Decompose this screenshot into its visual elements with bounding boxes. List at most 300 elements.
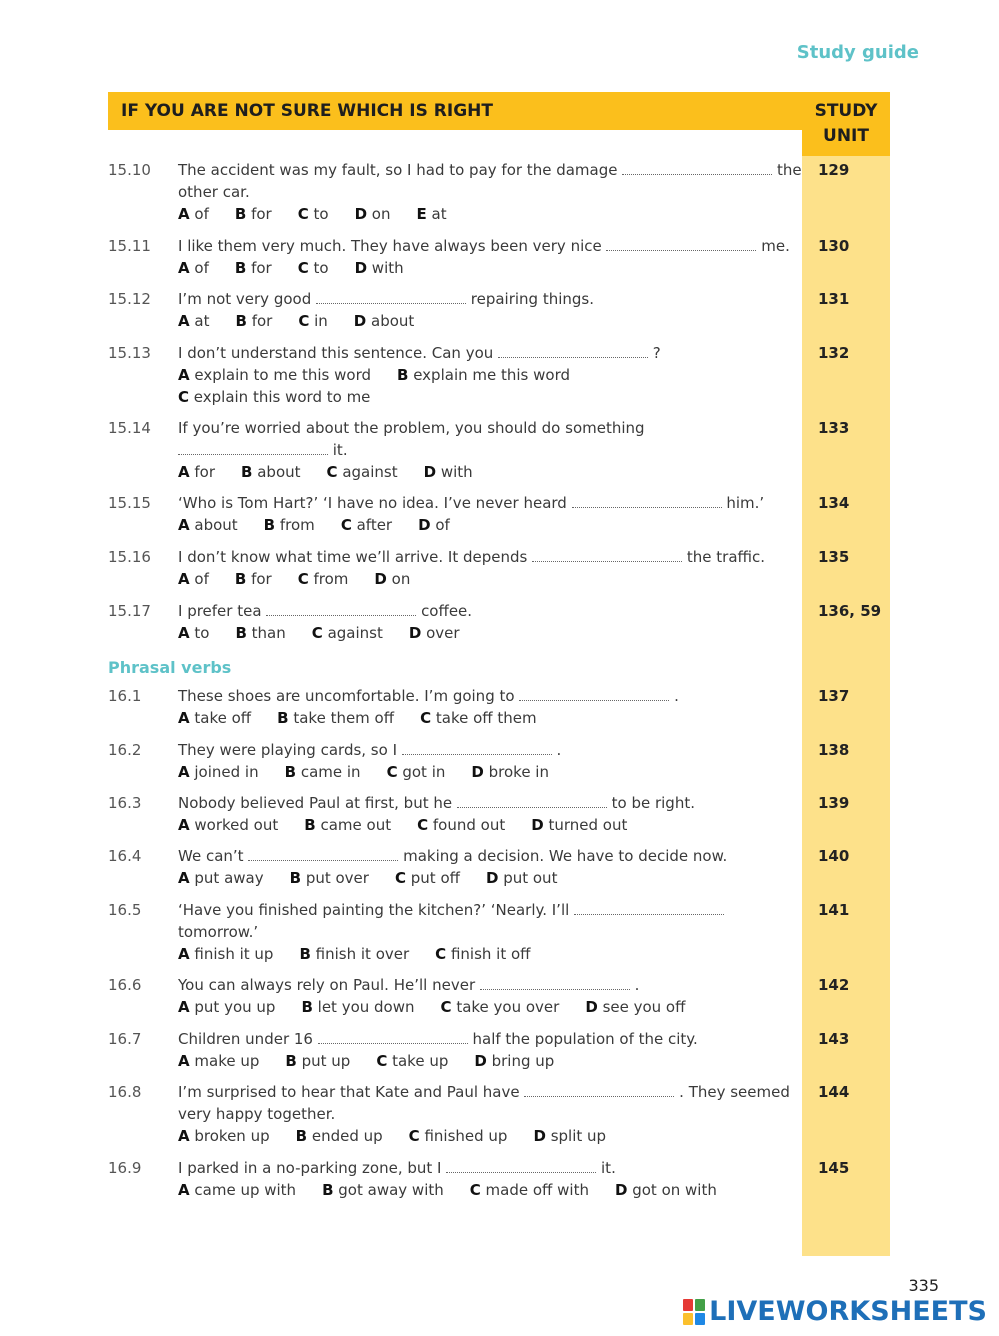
answer-option[interactable] [241,463,301,481]
header-bar [108,92,802,130]
answer-option[interactable] [322,1181,444,1199]
answer-option[interactable] [374,570,410,588]
question-text-part: ‘Have you finished painting the kitchen?’ ‘Nearly. I’ll [178,901,575,919]
answer-option-label: for [251,312,273,330]
answer-option-letter: D [354,259,368,277]
header-bar-title: IF YOU ARE NOT SURE WHICH IS RIGHT [121,101,493,121]
question-text-part: I prefer tea [178,602,267,620]
question-text-part: We can’t [178,847,249,865]
answer-option-letter: B [235,624,247,642]
answer-option[interactable] [178,709,251,727]
answer-option-label: explain me this word [413,366,571,384]
study-unit-number: 144 [818,1083,850,1101]
answer-option-letter: B [295,1127,308,1145]
question-number: 15.13 [108,344,151,362]
answer-option[interactable] [178,998,275,1016]
answer-option-letter: D [374,570,387,588]
answer-option-label: take you over [456,998,560,1016]
answer-option[interactable] [178,1181,296,1199]
answer-options [178,364,802,408]
question-body [178,1028,802,1072]
answer-option-label: about [257,463,301,481]
question-text [178,417,802,461]
answer-option[interactable] [299,945,409,963]
answer-option-letter: A [178,570,190,588]
answer-option-letter: A [178,205,190,223]
answer-option-letter: A [178,945,190,963]
answer-option-label: of [194,205,209,223]
question-text-part: They were playing cards, so I [178,741,402,759]
question-body [178,845,802,889]
answer-option[interactable] [435,945,530,963]
answer-option[interactable] [471,763,549,781]
question-body [178,1081,802,1147]
answer-option[interactable] [416,205,446,223]
answer-option-letter: A [178,816,190,834]
question-text-part: the traffic. [682,548,766,566]
answer-option-letter: D [531,816,544,834]
answer-option-label: explain this word to me [193,388,371,406]
liveworksheets-watermark [683,1296,987,1327]
question-body [178,492,802,536]
answer-option[interactable] [235,312,272,330]
answer-option-letter: D [533,1127,546,1145]
question-text-part: I don’t know what time we’ll arrive. It depends [178,548,533,566]
answer-option-letter: B [285,1052,297,1070]
question-number: 16.3 [108,794,142,812]
answer-option-letter: B [277,709,289,727]
question-row [108,1081,850,1147]
answer-option[interactable] [533,1127,606,1145]
answer-option-label: for [251,570,272,588]
question-text [178,288,802,310]
answer-option[interactable] [470,1181,589,1199]
answer-blank[interactable] [248,860,398,861]
answer-option-label: from [279,516,315,534]
answer-option-letter: A [178,1181,190,1199]
answer-option[interactable] [235,624,285,642]
answer-option-letter: D [474,1052,487,1070]
question-body [178,288,802,332]
answer-option-label: put you up [194,998,276,1016]
question-text-part: repairing things. [466,290,595,308]
answer-blank[interactable] [178,454,328,455]
liveworksheets-wordmark: LIVEWORKSHEETS [709,1296,987,1327]
question-text-part: . [669,687,679,705]
answer-option[interactable] [397,366,570,384]
study-unit-header-line1: STUDY [814,101,878,121]
answer-option-label: came out [320,816,392,834]
answer-option[interactable] [178,763,259,781]
answer-option[interactable] [178,388,370,406]
answer-options [178,1050,802,1072]
question-text-part: him.’ [721,494,765,512]
answer-option-label: let you down [317,998,415,1016]
answer-option-label: got away with [338,1181,444,1199]
answer-option[interactable] [395,869,460,887]
answer-blank[interactable] [572,507,722,508]
answer-option-letter: C [326,463,338,481]
answer-option-label: take off [194,709,252,727]
answer-blank[interactable] [457,807,607,808]
answer-option[interactable] [441,998,560,1016]
study-unit-number: 134 [818,494,850,512]
study-unit-number: 141 [818,901,850,919]
answer-options [178,814,802,836]
answer-option[interactable] [298,259,329,277]
question-text-part: half the population of the city. [467,1030,698,1048]
answer-option-letter: C [417,816,429,834]
answer-blank[interactable] [622,174,772,175]
answer-option[interactable] [615,1181,717,1199]
answer-option[interactable] [417,816,505,834]
question-number: 15.10 [108,161,151,179]
answer-option-letter: A [178,312,190,330]
answer-option-letter: B [234,570,247,588]
answer-option[interactable] [585,998,685,1016]
answer-option[interactable] [474,1052,554,1070]
question-row [108,974,850,1018]
answer-option-letter: B [299,945,311,963]
answer-option[interactable] [301,998,414,1016]
answer-option-label: split up [550,1127,607,1145]
question-text [178,685,802,707]
answer-option-label: joined in [194,763,259,781]
study-unit-number: 139 [818,794,850,812]
answer-option-label: of [194,570,209,588]
question-number: 16.7 [108,1030,142,1048]
study-unit-header [802,92,890,156]
question-body [178,899,802,965]
question-text [178,739,802,761]
question-body [178,342,802,408]
answer-option[interactable] [178,624,209,642]
answer-option-label: of [435,516,450,534]
answer-option[interactable] [418,516,450,534]
answer-blank[interactable] [480,989,630,990]
answer-blank[interactable] [606,250,756,251]
answer-option-label: at [194,312,210,330]
answer-option-letter: C [408,1127,420,1145]
question-row [108,1157,850,1201]
answer-blank[interactable] [266,615,416,616]
question-text [178,342,802,364]
answer-option[interactable] [178,570,209,588]
question-text-part: . [551,741,562,759]
study-unit-number: 140 [818,847,850,865]
answer-option-letter: B [304,816,316,834]
answer-options [178,568,802,590]
answer-option-label: came in [300,763,361,781]
question-number: 15.15 [108,494,151,512]
answer-option-label: to [313,205,329,223]
answer-option-label: ended up [311,1127,383,1145]
answer-options [178,514,802,536]
question-text-part: These shoes are uncomfortable. I’m going to [178,687,520,705]
answer-option-letter: D [614,1181,628,1199]
answer-option[interactable] [327,463,398,481]
answer-options [178,707,802,729]
answer-blank[interactable] [574,914,724,915]
answer-option-letter: C [297,205,309,223]
question-row [108,899,850,965]
answer-options [178,1179,802,1201]
question-text [178,1157,802,1179]
answer-option-label: for [251,259,272,277]
question-text-part: it. [596,1159,616,1177]
answer-option[interactable] [304,816,391,834]
answer-option-label: worked out [194,816,279,834]
question-text-part: ‘Who is Tom Hart?’ ‘I have no idea. I’ve never heard [178,494,572,512]
answer-option[interactable] [178,1052,259,1070]
answer-option-letter: A [178,763,190,781]
answer-option-label: came up with [194,1181,297,1199]
answer-option-letter: A [178,869,190,887]
question-text-part: . [629,976,640,994]
answer-option-label: bring up [491,1052,555,1070]
question-text-part: coffee. [416,602,473,620]
answer-option-letter: E [416,205,427,223]
answer-options [178,761,802,783]
answer-option-letter: C [298,312,310,330]
answer-option-label: than [251,624,286,642]
answer-option-label: about [194,516,238,534]
question-number: 16.6 [108,976,142,994]
answer-option[interactable] [178,869,264,887]
question-body [178,159,802,225]
question-number: 15.16 [108,548,151,566]
answer-option-letter: C [469,1181,481,1199]
question-body [178,600,802,644]
question-body [178,1157,802,1201]
page-number: 335 [908,1276,939,1295]
question-body [178,792,802,836]
question-text [178,546,802,568]
answer-option[interactable] [178,516,238,534]
study-unit-number: 143 [818,1030,850,1048]
answer-option-label: turned out [548,816,628,834]
answer-option[interactable] [409,1127,508,1145]
question-body [178,417,802,483]
question-row [108,342,850,408]
answer-option[interactable] [420,709,537,727]
answer-option[interactable] [178,205,209,223]
answer-option[interactable] [354,312,415,330]
question-number: 15.14 [108,419,151,437]
answer-option-label: explain to me this word [194,366,371,384]
answer-option[interactable] [296,1127,383,1145]
answer-option[interactable] [424,463,473,481]
question-number: 16.4 [108,847,142,865]
answer-blank[interactable] [318,1043,468,1044]
answer-option[interactable] [178,816,278,834]
answer-option[interactable] [376,1052,448,1070]
question-body [178,546,802,590]
answer-option-letter: B [289,869,302,887]
answer-option-label: with [371,259,404,277]
answer-blank[interactable] [402,754,552,755]
answer-option[interactable] [486,869,557,887]
study-unit-number: 129 [818,161,850,179]
answer-option[interactable] [298,570,349,588]
answer-option[interactable] [285,1052,350,1070]
answer-option-letter: B [263,516,276,534]
answer-option[interactable] [178,945,273,963]
question-row [108,235,850,279]
answer-option-label: got in [402,763,446,781]
question-text-part: ? [648,344,661,362]
answer-option-letter: A [178,624,190,642]
question-text-part: tomorrow.’ [178,923,259,941]
answer-option-letter: A [178,998,190,1016]
study-unit-number: 145 [818,1159,850,1177]
answer-option-letter: D [423,463,437,481]
answer-option-label: got on with [632,1181,717,1199]
question-text [178,600,802,622]
answer-option-label: finished up [424,1127,508,1145]
answer-option[interactable] [298,205,329,223]
answer-option-letter: B [284,763,297,781]
answer-option-label: broke in [488,763,549,781]
study-unit-number: 130 [818,237,850,255]
question-number: 16.2 [108,741,142,759]
answer-option-letter: B [322,1181,334,1199]
question-text-part: it. [328,441,348,459]
answer-option-letter: C [440,998,452,1016]
answer-option-label: at [431,205,447,223]
answer-blank[interactable] [524,1096,674,1097]
answer-option-letter: B [241,463,253,481]
answer-option-letter: D [354,205,368,223]
answer-blank[interactable] [498,357,648,358]
question-row [108,845,850,889]
answer-option[interactable] [298,312,327,330]
answer-option[interactable] [235,259,272,277]
question-text-part: I don’t understand this sentence. Can you [178,344,499,362]
question-text [178,974,802,996]
section-title-phrasal-verbs: Phrasal verbs [108,658,232,677]
answer-option[interactable] [178,312,209,330]
answer-option-label: put over [305,869,369,887]
answer-option-letter: C [376,1052,388,1070]
question-number: 16.1 [108,687,142,705]
answer-option-label: against [342,463,398,481]
answer-option[interactable] [409,624,460,642]
answer-option-label: about [371,312,415,330]
answer-option[interactable] [178,366,371,384]
answer-option[interactable] [312,624,383,642]
question-row [108,288,850,332]
question-number: 15.17 [108,602,151,620]
answer-option-letter: B [235,312,247,330]
answer-option-letter: B [234,259,247,277]
answer-options [178,1125,802,1147]
answer-option-letter: C [297,570,309,588]
answer-option[interactable] [178,463,215,481]
answer-option-letter: C [386,763,398,781]
answer-option[interactable] [531,816,627,834]
answer-option-label: take up [392,1052,449,1070]
question-text-part: Children under 16 [178,1030,318,1048]
question-number: 16.5 [108,901,142,919]
answer-option[interactable] [341,516,392,534]
answer-option-label: finish it over [315,945,410,963]
answer-option[interactable] [355,259,404,277]
study-unit-number: 133 [818,419,850,437]
answer-option-label: from [313,570,349,588]
answer-option[interactable] [285,763,361,781]
question-text [178,159,802,203]
answer-option-letter: C [297,259,309,277]
answer-blank[interactable] [519,700,669,701]
answer-option-letter: C [420,709,432,727]
answer-option-letter: A [178,516,190,534]
answer-option-label: put off [410,869,460,887]
answer-option-letter: B [234,205,247,223]
answer-option-label: broken up [194,1127,270,1145]
question-body [178,739,802,783]
answer-option-letter: B [301,998,313,1016]
question-text-part: me. [756,237,790,255]
answer-option-letter: D [585,998,598,1016]
answer-option-letter: C [340,516,352,534]
study-unit-header-line2: UNIT [823,126,869,146]
answer-option-label: against [327,624,383,642]
answer-option[interactable] [355,205,391,223]
question-text-part: making a decision. We have to decide now. [398,847,728,865]
study-unit-number: 136, 59 [818,602,882,620]
answer-blank[interactable] [316,303,466,304]
answer-option-label: finish it up [194,945,274,963]
question-body [178,235,802,279]
answer-option[interactable] [277,709,394,727]
answer-option[interactable] [178,1127,270,1145]
answer-options [178,203,802,225]
answer-option[interactable] [235,570,272,588]
answer-option-label: on [391,570,411,588]
answer-options [178,996,802,1018]
answer-option[interactable] [387,763,446,781]
study-unit-number: 142 [818,976,850,994]
question-text [178,792,802,814]
answer-option[interactable] [178,259,209,277]
answer-blank[interactable] [532,561,682,562]
answer-option-label: to [194,624,210,642]
answer-option[interactable] [235,205,272,223]
answer-option-label: put up [301,1052,351,1070]
answer-options [178,943,802,965]
answer-option-letter: A [178,463,190,481]
answer-options [178,867,802,889]
answer-option[interactable] [290,869,369,887]
answer-option-label: on [371,205,391,223]
answer-option-letter: D [471,763,484,781]
question-row [108,417,850,483]
study-unit-number: 131 [818,290,850,308]
question-text [178,1028,802,1050]
question-text-part: If you’re worried about the problem, you should do something [178,419,645,437]
question-row [108,685,850,729]
answer-blank[interactable] [446,1172,596,1173]
study-unit-number: 132 [818,344,850,362]
question-text [178,899,802,943]
question-text [178,1081,802,1125]
answer-option[interactable] [264,516,315,534]
answer-option-letter: A [178,259,190,277]
question-number: 15.11 [108,237,151,255]
answer-option-label: in [314,312,328,330]
question-body [178,685,802,729]
